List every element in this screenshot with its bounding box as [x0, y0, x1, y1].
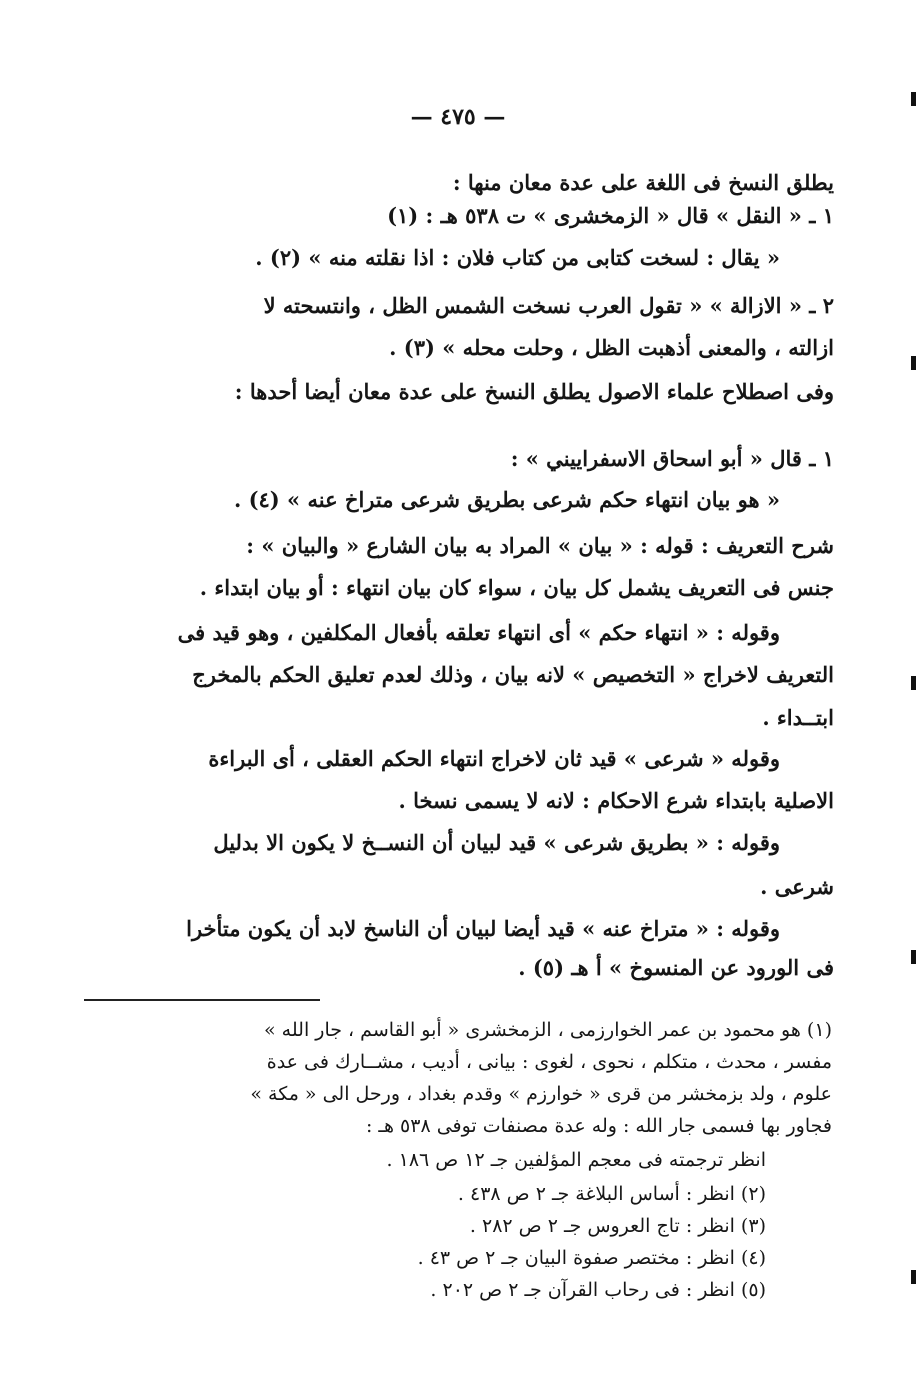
footnote-line: (٣) انظر : تاج العروس جـ ٢ ص ٢٨٢ . — [469, 1215, 766, 1237]
footnote-line: انظر ترجمته فى معجم المؤلفين جـ ١٢ ص ١٨٦ . — [386, 1149, 766, 1171]
body-line: « يقال : لسخت كتابى من كتاب فلان : اذا نقلته منه » (٢) . — [255, 245, 780, 270]
body-line: التعريف لاخراج « التخصيص » لانه بيان ، وذلك لعدم تعليق الحكم بالمخرج — [192, 662, 834, 687]
body-line: وقوله : « متراخ عنه » قيد أيضا لبيان أن الناسخ لابد أن يكون متأخرا — [186, 916, 780, 941]
page-number: — ٤٧٥ — — [410, 104, 506, 130]
scan-edge-mark — [911, 356, 916, 370]
scan-edge-mark — [911, 1270, 916, 1284]
footnote-line: (١) هو محمود بن عمر الخوارزمى ، الزمخشرى « أبو القاسم ، جار الله » — [264, 1019, 832, 1041]
scan-edge-mark — [911, 950, 916, 964]
body-line: وقوله : « بطريق شرعى » قيد لبيان أن النســخ لا يكون الا بدليل — [213, 830, 780, 855]
footnote-line: (٥) انظر : فى رحاب القرآن جـ ٢ ص ٢٠٢ . — [430, 1279, 766, 1301]
body-line: وقوله « شرعى » قيد ثان لاخراج انتهاء الحكم العقلى ، أى البراءة — [208, 746, 780, 771]
footnote-separator — [84, 999, 320, 1001]
body-line: ١ ـ قال « أبو اسحاق الاسفراييني » : — [510, 446, 834, 471]
footnote-line: فجاور بها فسمى جار الله : وله عدة مصنفات توفى ٥٣٨ هـ : — [365, 1115, 832, 1137]
scan-edge-mark — [911, 676, 916, 690]
scan-edge-mark — [911, 92, 916, 106]
footnote-line: علوم ، ولد بزمخشر من قرى « خوارزم » وقدم بغداد ، ورحل الى « مكة » — [250, 1083, 832, 1105]
body-line: ابتــداء . — [762, 705, 834, 730]
body-line: ازالته ، والمعنى أذهبت الظل ، وحلت محله » (٣) . — [389, 335, 834, 360]
footnote-line: (٤) انظر : مختصر صفوة البيان جـ ٢ ص ٤٣ . — [417, 1247, 766, 1269]
body-line: جنس فى التعريف يشمل كل بيان ، سواء كان بيان انتهاء : أو بيان ابتداء . — [199, 575, 834, 600]
body-line: ١ ـ « النقل » قال « الزمخشرى » ت ٥٣٨ هـ : (١) — [387, 203, 834, 228]
body-line: يطلق النسخ فى اللغة على عدة معان منها : — [452, 170, 834, 195]
footnote-line: (٢) انظر : أساس البلاغة جـ ٢ ص ٤٣٨ . — [457, 1183, 766, 1205]
body-line: وقوله : « انتهاء حكم » أى انتهاء تعلقه بأفعال المكلفين ، وهو قيد فى — [177, 620, 780, 645]
body-line: فى الورود عن المنسوخ » أ هـ (٥) . — [518, 955, 834, 980]
footnote-line: مفسر ، محدث ، متكلم ، نحوى ، لغوى : بيانى ، أديب ، مشــارك فى عدة — [266, 1051, 832, 1073]
body-line: ٢ ـ « الازالة » « تقول العرب نسخت الشمس الظل ، وانتسحته ﻻ — [263, 293, 834, 318]
body-line: « هو بيان انتهاء حكم شرعى بطريق شرعى متراخ عنه » (٤) . — [233, 487, 780, 512]
body-line: وفى اصطلاح علماء الاصول يطلق النسخ على عدة معان أيضا أحدها : — [234, 379, 834, 404]
body-line: الاصلية بابتداء شرع الاحكام : لانه لا يسمى نسخا . — [398, 788, 834, 813]
body-line: شرعى . — [760, 874, 834, 899]
body-line: شرح التعريف : قوله : « بيان » المراد به بيان الشارع « والبيان » : — [246, 533, 834, 558]
